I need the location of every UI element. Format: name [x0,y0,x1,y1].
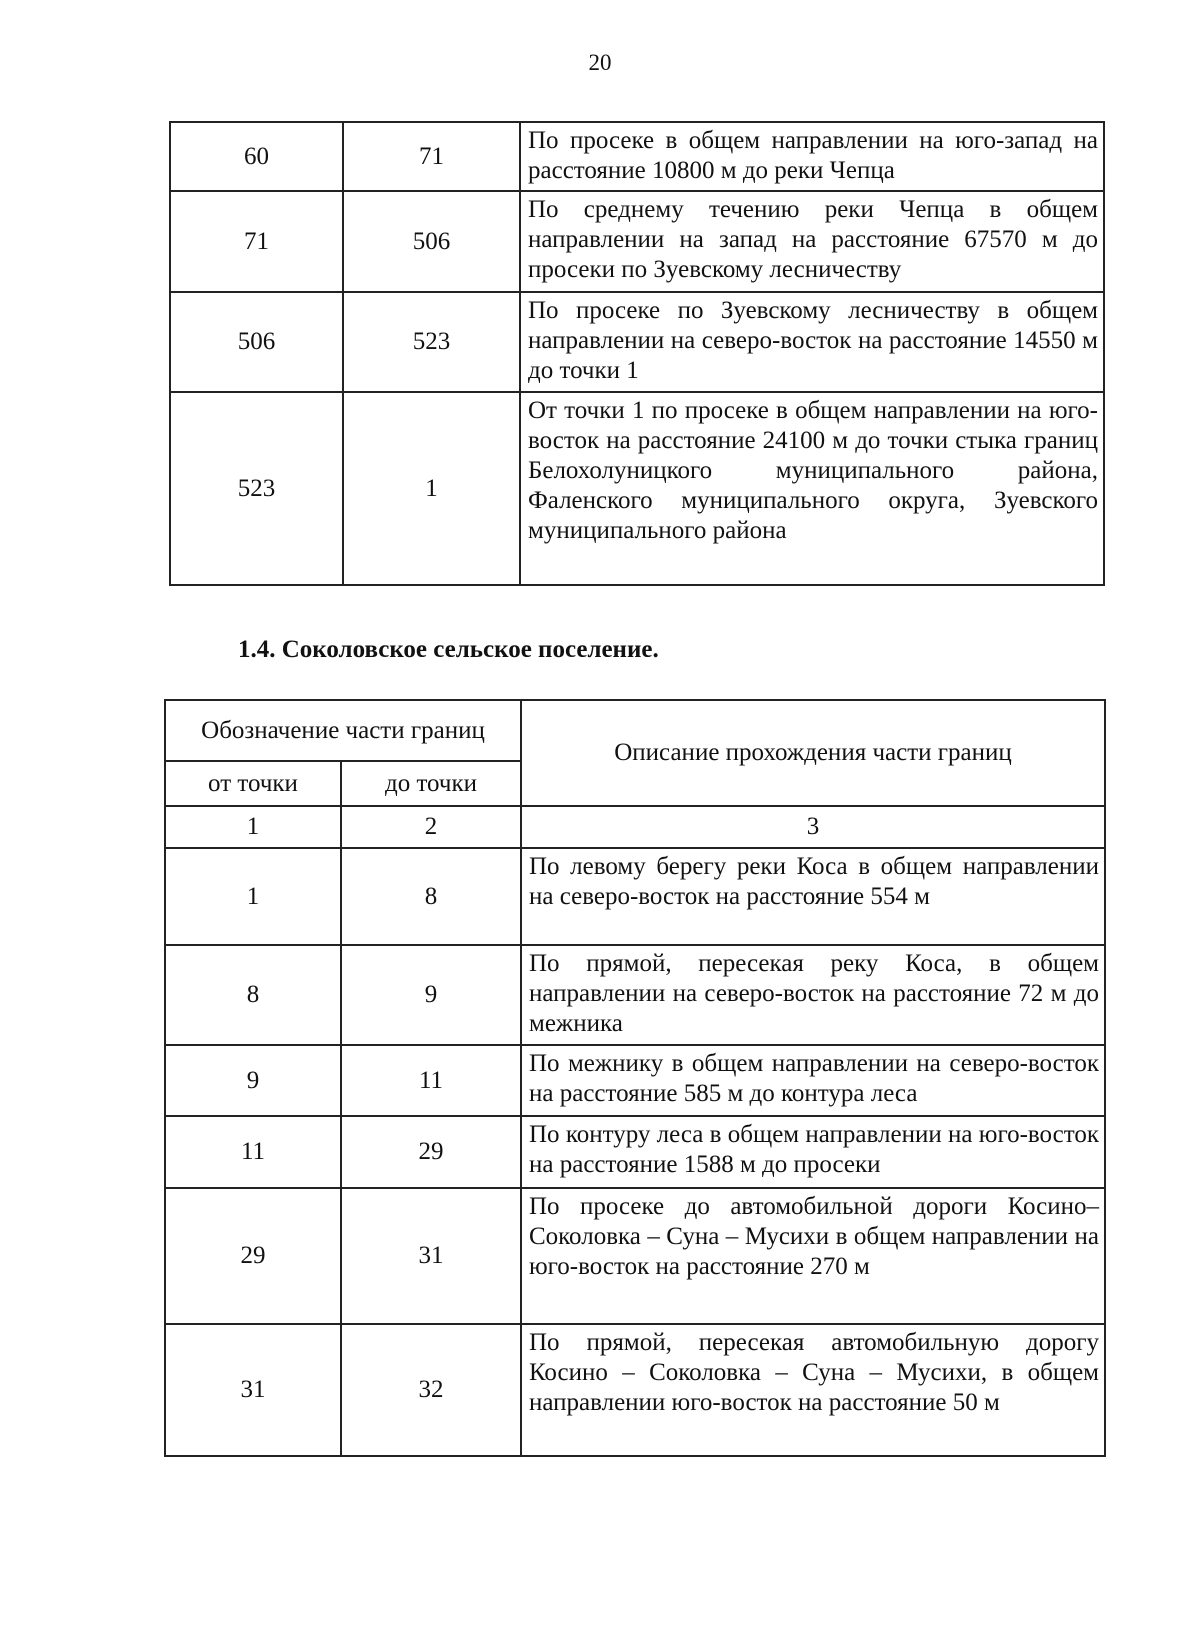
to-point-cell: 9 [341,945,521,1045]
from-point-cell: 11 [165,1116,341,1188]
description-cell: По среднему течению реки Чепца в общем направлении на запад на расстояние 67570 м до просеки по Зуевскому лесничеству [520,191,1104,292]
table-row [165,1045,1105,1116]
to-point-cell: 8 [341,848,521,945]
boundary-designation-header: Обозначение части границ [165,700,521,761]
column-number: 2 [341,806,521,848]
table-row [165,1116,1105,1188]
section-heading: 1.4. Соколовское сельское поселение. [238,636,659,663]
to-point-cell: 32 [341,1324,521,1456]
table-row [170,392,1104,585]
to-point-cell: 29 [341,1116,521,1188]
from-point-cell: 523 [170,392,343,585]
from-point-cell: 71 [170,191,343,292]
boundary-table [164,699,1106,1457]
table-row [170,122,1104,191]
description-cell: От точки 1 по просеке в общем направлении на юго-восток на расстояние 24100 м до точки стыка границ Белохолуницкого муниципального района, Фаленского муниципального округа, Зуевского муниципального района [520,392,1104,585]
to-point-cell: 11 [341,1045,521,1116]
to-point-cell: 506 [343,191,520,292]
description-cell: По просеке до автомобильной дороги Косино– Соколовка – Суна – Мусихи в общем направлении на юго-восток на расстояние 270 м [521,1188,1105,1324]
from-point-cell: 1 [165,848,341,945]
to-point-cell: 31 [341,1188,521,1324]
description-cell: По прямой, пересекая автомобильную дорогу Косино – Соколовка – Суна – Мусихи, в общем направлении юго-восток на расстояние 50 м [521,1324,1105,1456]
table-row [165,1188,1105,1324]
from-point-cell: 9 [165,1045,341,1116]
from-point-cell: 60 [170,122,343,191]
to-point-cell: 71 [343,122,520,191]
header-row [165,700,1105,761]
description-cell: По просеке в общем направлении на юго-запад на расстояние 10800 м до реки Чепца [520,122,1104,191]
from-point-cell: 31 [165,1324,341,1456]
description-header: Описание прохождения части границ [521,700,1105,806]
table-row [165,1324,1105,1456]
column-number: 1 [165,806,341,848]
to-point-cell: 523 [343,292,520,392]
column-number-row [165,806,1105,848]
to-point-cell: 1 [343,392,520,585]
from-point-cell: 506 [170,292,343,392]
table-row [170,191,1104,292]
from-point-cell: 29 [165,1188,341,1324]
table-row [165,848,1105,945]
description-cell: По контуру леса в общем направлении на юго-восток на расстояние 1588 м до просеки [521,1116,1105,1188]
description-cell: По просеке по Зуевскому лесничеству в общем направлении на северо-восток на расстояние 14550 м до точки 1 [520,292,1104,392]
from-point-header: от точки [165,761,341,806]
table-row [170,292,1104,392]
description-cell: По левому берегу реки Коса в общем направлении на северо-восток на расстояние 554 м [521,848,1105,945]
description-cell: По прямой, пересекая реку Коса, в общем направлении на северо-восток на расстояние 72 м до межника [521,945,1105,1045]
page-number: 20 [588,50,612,75]
description-cell: По межнику в общем направлении на северо-восток на расстояние 585 м до контура леса [521,1045,1105,1116]
column-number: 3 [521,806,1105,848]
boundary-table-continued [169,121,1105,586]
to-point-header: до точки [341,761,521,806]
from-point-cell: 8 [165,945,341,1045]
table-row [165,945,1105,1045]
